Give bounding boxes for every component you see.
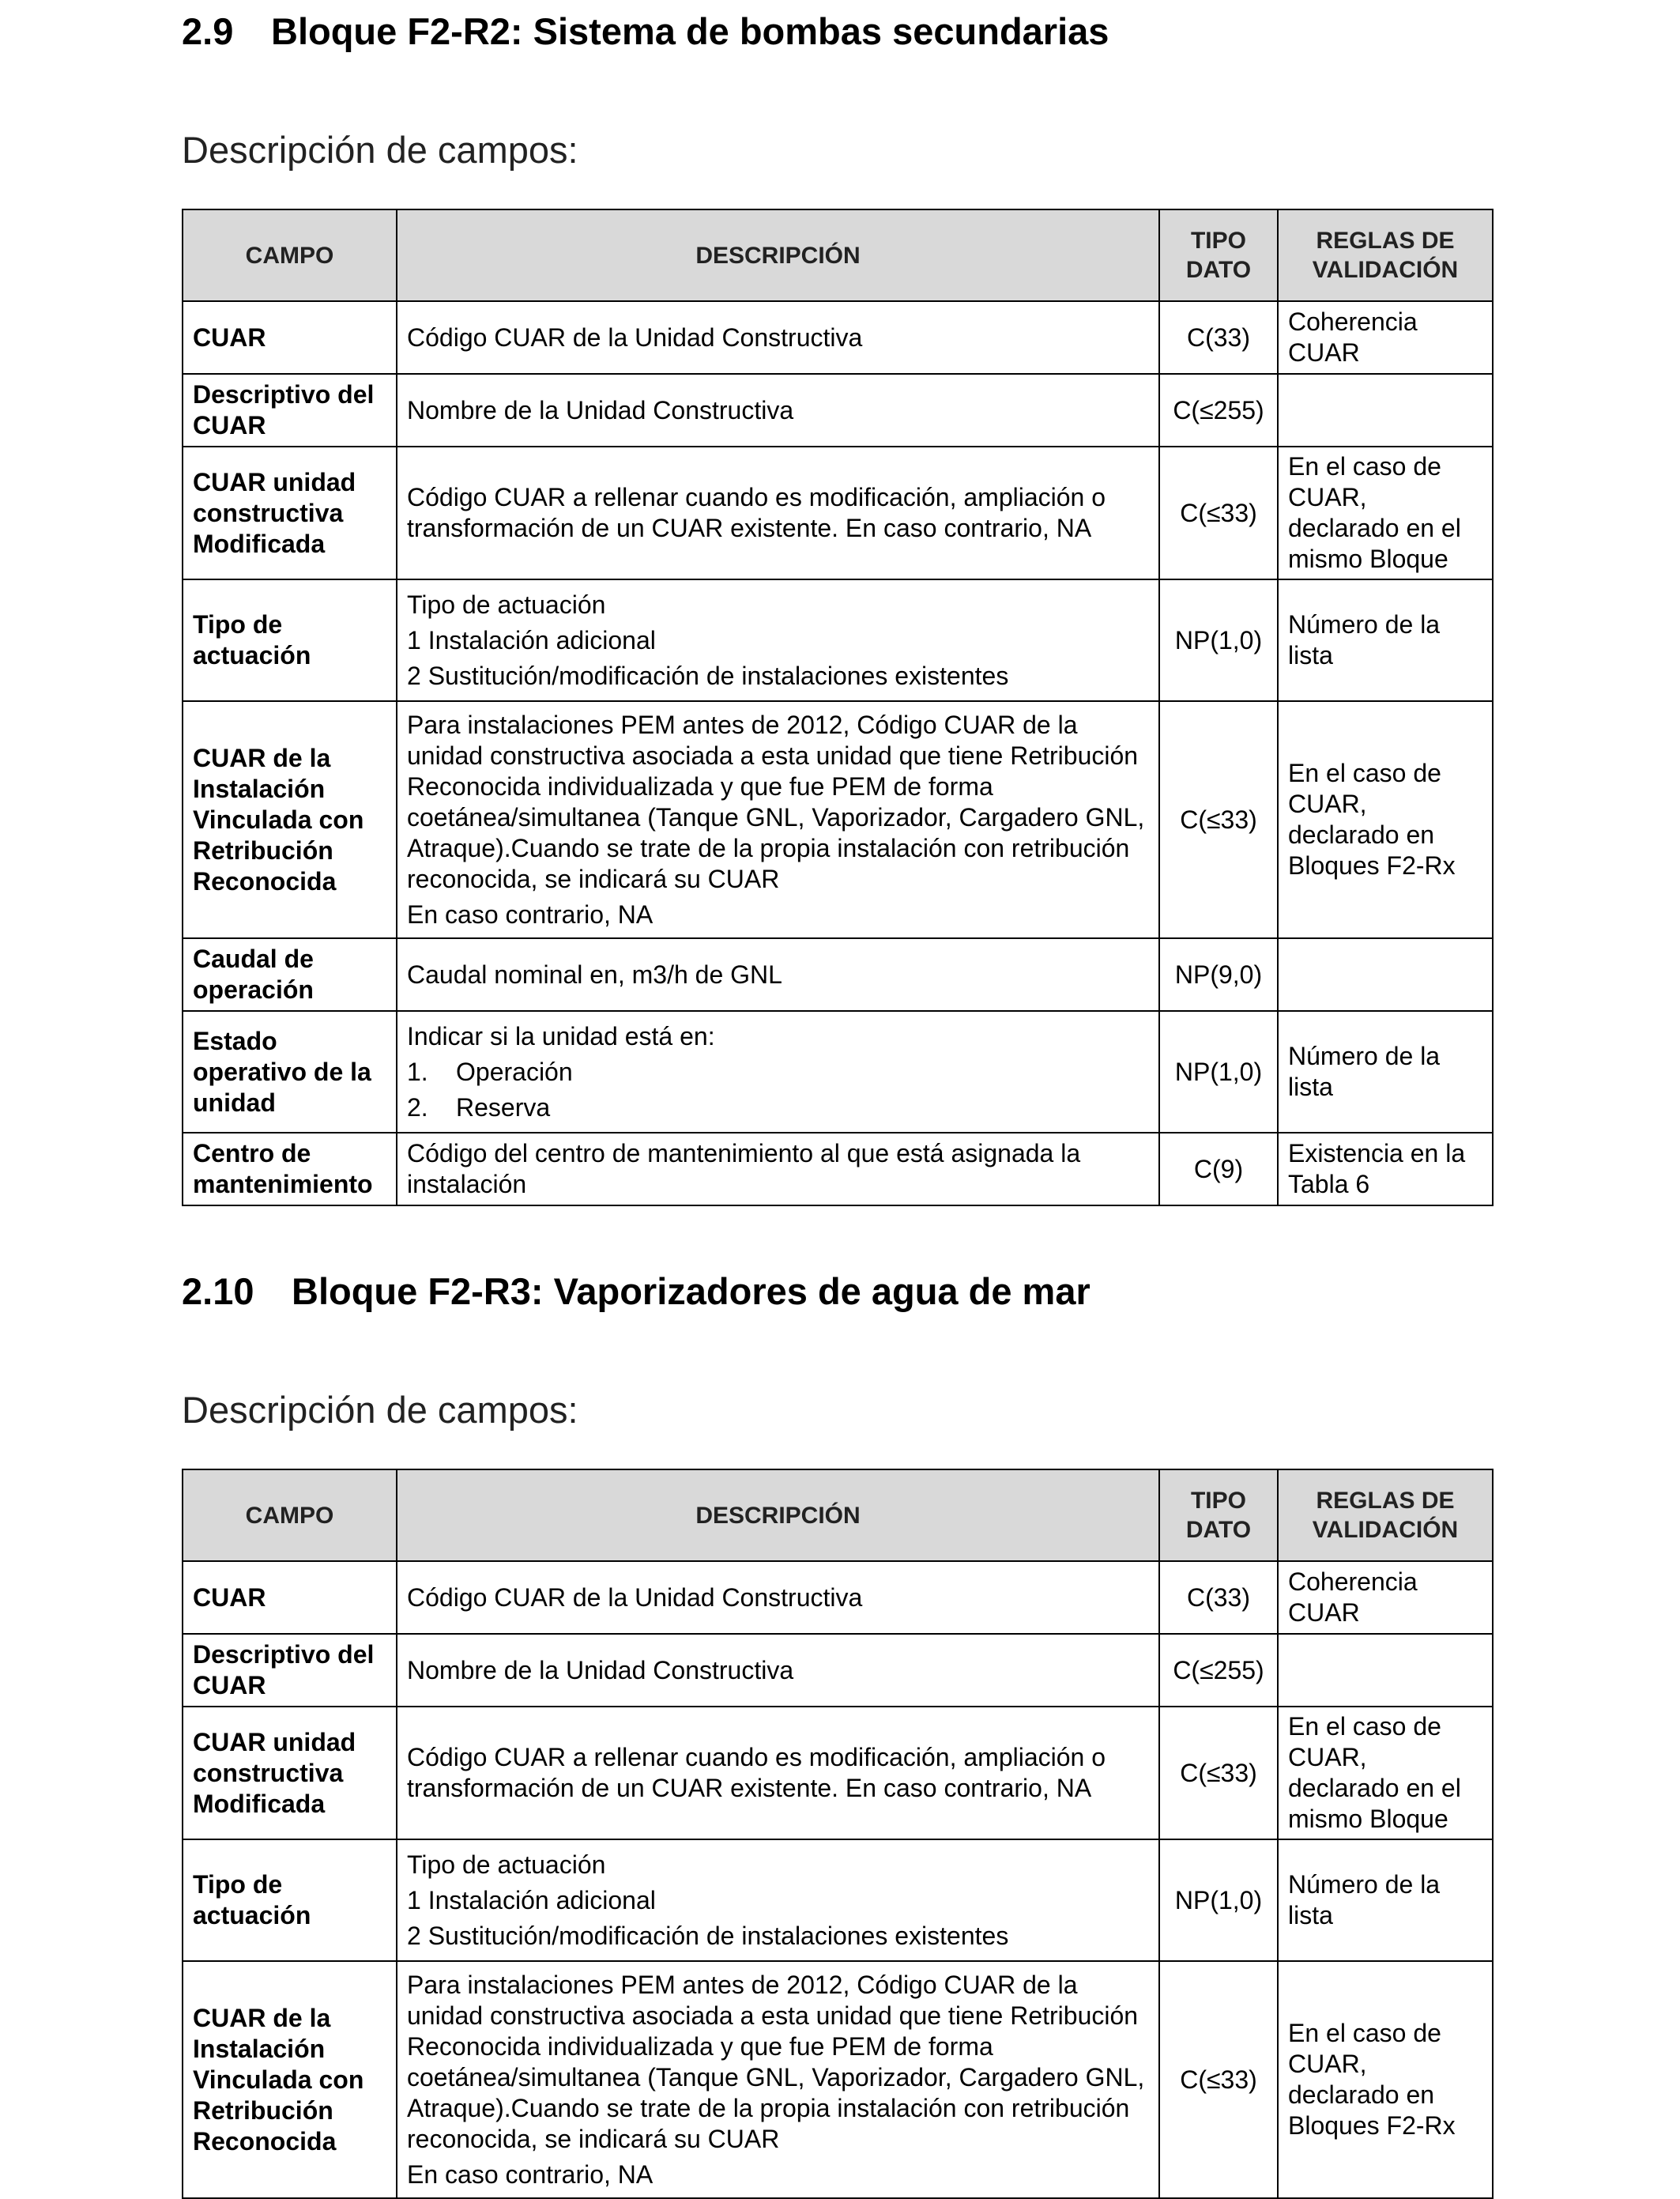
descripcion-cell [397,301,1159,374]
table-row [183,938,1493,1011]
descripcion-line: 2 Sustitución/modificación de instalaciones existentes [407,1921,1009,1950]
descripcion-line: Código CUAR a rellenar cuando es modificación, ampliación o transformación de un CUAR existente. En caso contrario, NA [407,483,1106,542]
descripcion-line: En caso contrario, NA [407,900,654,929]
descripcion-line: Para instalaciones PEM antes de 2012, Código CUAR de la unidad constructiva asociada a esta unidad que tiene Retribución Reconocida individualizada y que fue PEM de forma coetánea/simultanea (Tanque GNL, Vaporizador, Cargadero GNL, Atraque).Cuando se trate de la propia instalación con retribución reconocida, se indicará su CUAR [407,710,1145,893]
campo-cell: Caudal de operación [183,938,397,1011]
campo-cell: Descriptivo del CUAR [183,1634,397,1707]
campo-cell: CUAR de la Instalación Vinculada con Retribución Reconocida [183,1961,397,2198]
campo-cell: CUAR unidad constructiva Modificada [183,1707,397,1839]
descripcion-line: 2 Sustitución/modificación de instalaciones existentes [407,661,1009,690]
fields-description-label: Descripción de campos: [182,129,578,171]
descripcion-cell [397,701,1159,938]
table-row [183,1634,1493,1707]
option-item [407,1092,1149,1123]
descripcion-cell [397,447,1159,579]
option-label: Reserva [456,1092,551,1122]
descripcion-line: Código CUAR de la Unidad Constructiva [407,322,863,352]
table-row [183,374,1493,447]
section-title: Bloque F2-R3: Vaporizadores de agua de mar [292,1270,1090,1312]
descripcion-line: Nombre de la Unidad Constructiva [407,1655,794,1684]
descripcion-line: Nombre de la Unidad Constructiva [407,395,794,424]
descripcion-line: Indicar si la unidad está en: [407,1021,715,1050]
campo-cell: CUAR unidad constructiva Modificada [183,447,397,579]
reglas-cell: En el caso de CUAR, declarado en el mismo Bloque [1278,447,1493,579]
table-row [183,701,1493,938]
descripcion-cell [397,374,1159,447]
descripcion-cell [397,938,1159,1011]
descripcion-line: Código CUAR a rellenar cuando es modificación, ampliación o transformación de un CUAR existente. En caso contrario, NA [407,1743,1106,1802]
table-header-row [183,209,1493,301]
descripcion-cell [397,1839,1159,1961]
table-row [183,1011,1493,1133]
header-descripcion: DESCRIPCIÓN [397,209,1159,301]
table-body [183,301,1493,1205]
descripcion-cell [397,1133,1159,1205]
reglas-cell: Coherencia CUAR [1278,1561,1493,1634]
table-row [183,1961,1493,2198]
header-reglas-validacion: REGLAS DE VALIDACIÓN [1278,1469,1493,1561]
header-tipo-dato: TIPO DATO [1159,209,1278,301]
option-item [407,1057,1149,1088]
header-descripcion: DESCRIPCIÓN [397,1469,1159,1561]
descripcion-line: Tipo de actuación [407,1850,606,1879]
descripcion-cell [397,1707,1159,1839]
tipo-dato-cell: C(≤33) [1159,447,1278,579]
descripcion-line: Caudal nominal en, m3/h de GNL [407,960,782,989]
campo-cell: Tipo de actuación [183,1839,397,1961]
options-list [407,1057,1149,1123]
campo-cell: CUAR de la Instalación Vinculada con Retribución Reconocida [183,701,397,938]
section-heading-2-10 [182,1269,1090,1314]
reglas-cell: En el caso de CUAR, declarado en el mismo Bloque [1278,1707,1493,1839]
tipo-dato-cell: NP(1,0) [1159,1839,1278,1961]
table-row [183,1839,1493,1961]
table-row [183,579,1493,701]
option-number: 2. [407,1092,428,1122]
descripcion-line: Tipo de actuación [407,590,606,619]
reglas-cell: Número de la lista [1278,1011,1493,1133]
header-campo: CAMPO [183,1469,397,1561]
tipo-dato-cell: C(≤33) [1159,1707,1278,1839]
tipo-dato-cell: C(33) [1159,1561,1278,1634]
descripcion-line: 1 Instalación adicional [407,625,656,654]
tipo-dato-cell: NP(1,0) [1159,579,1278,701]
table-row [183,1707,1493,1839]
fields-table-f2-r3 [182,1469,1494,2199]
descripcion-cell [397,1561,1159,1634]
campo-cell: Centro de mantenimiento [183,1133,397,1205]
tipo-dato-cell: C(≤255) [1159,374,1278,447]
reglas-cell: Número de la lista [1278,579,1493,701]
fields-description-label: Descripción de campos: [182,1389,578,1431]
reglas-cell: En el caso de CUAR, declarado en Bloques F2-Rx [1278,701,1493,938]
option-label: Operación [456,1057,573,1086]
descripcion-line: En caso contrario, NA [407,2159,654,2189]
reglas-cell [1278,1634,1493,1707]
tipo-dato-cell: C(33) [1159,301,1278,374]
descripcion-line: Código del centro de mantenimiento al que está asignada la instalación [407,1139,1081,1198]
tipo-dato-cell: C(≤33) [1159,1961,1278,2198]
tipo-dato-cell: C(≤255) [1159,1634,1278,1707]
reglas-cell [1278,938,1493,1011]
section-heading-2-9 [182,9,1109,54]
campo-cell: Estado operativo de la unidad [183,1011,397,1133]
tipo-dato-cell: C(9) [1159,1133,1278,1205]
table-row [183,1561,1493,1634]
header-campo: CAMPO [183,209,397,301]
reglas-cell: Coherencia CUAR [1278,301,1493,374]
reglas-cell: Número de la lista [1278,1839,1493,1961]
descripcion-cell [397,1634,1159,1707]
descripcion-line: Para instalaciones PEM antes de 2012, Código CUAR de la unidad constructiva asociada a esta unidad que tiene Retribución Reconocida individualizada y que fue PEM de forma coetánea/simultanea (Tanque GNL, Vaporizador, Cargadero GNL, Atraque).Cuando se trate de la propia instalación con retribución reconocida, se indicará su CUAR [407,1970,1145,2153]
table-body [183,1561,1493,2198]
descripcion-cell [397,579,1159,701]
descripcion-line: 1 Instalación adicional [407,1885,656,1914]
reglas-cell: Existencia en la Tabla 6 [1278,1133,1493,1205]
section-number: 2.9 [182,10,234,52]
section-number: 2.10 [182,1270,254,1312]
reglas-cell: En el caso de CUAR, declarado en Bloques F2-Rx [1278,1961,1493,2198]
option-number: 1. [407,1057,428,1086]
table-row [183,447,1493,579]
tipo-dato-cell: NP(1,0) [1159,1011,1278,1133]
campo-cell: CUAR [183,301,397,374]
section-title: Bloque F2-R2: Sistema de bombas secundarias [271,10,1109,52]
descripcion-cell [397,1961,1159,2198]
descripcion-line: Código CUAR de la Unidad Constructiva [407,1582,863,1612]
descripcion-cell [397,1011,1159,1133]
table-row [183,301,1493,374]
table-row [183,1133,1493,1205]
table-header-row [183,1469,1493,1561]
campo-cell: CUAR [183,1561,397,1634]
fields-table-f2-r2 [182,209,1494,1206]
campo-cell: Descriptivo del CUAR [183,374,397,447]
header-reglas-validacion: REGLAS DE VALIDACIÓN [1278,209,1493,301]
tipo-dato-cell: NP(9,0) [1159,938,1278,1011]
campo-cell: Tipo de actuación [183,579,397,701]
reglas-cell [1278,374,1493,447]
header-tipo-dato: TIPO DATO [1159,1469,1278,1561]
tipo-dato-cell: C(≤33) [1159,701,1278,938]
